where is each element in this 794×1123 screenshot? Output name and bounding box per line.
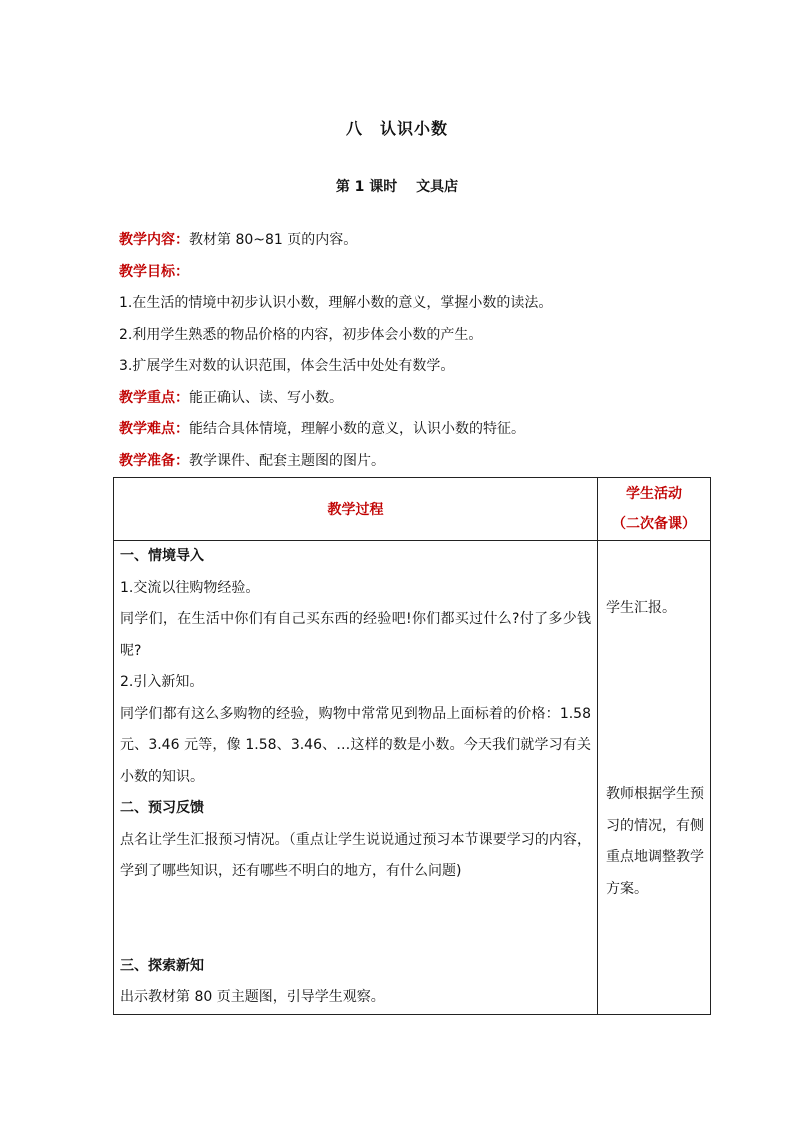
- prep-label: 教学准备：: [119, 452, 189, 469]
- difficulty-text: 能结合具体情境，理解小数的意义，认识小数的特征。: [189, 421, 525, 437]
- goals-label: 教学目标：: [119, 263, 189, 280]
- section-3-title: 三、探索新知: [120, 957, 204, 974]
- lesson-plan-table: [113, 477, 711, 1015]
- header-student-activity: [598, 478, 711, 541]
- section-1-title: 一、情境导入: [120, 548, 204, 564]
- lesson-info: [119, 225, 719, 477]
- section-3-text: 出示教材第 80 页主题图，引导学生观察。: [120, 989, 385, 1005]
- section-1-item-1: 1.交流以往购物经验。: [120, 579, 260, 596]
- activity-cell: [598, 541, 711, 1015]
- goal-item: 2.利用学生熟悉的物品价格的内容，初步体会小数的产生。: [119, 326, 483, 343]
- goal-item: 3.扩展学生对数的认识范围，体会生活中处处有数学。: [119, 358, 455, 374]
- table-header-row: [114, 478, 711, 541]
- difficulty-label: 教学难点：: [119, 421, 189, 437]
- teaching-key-point: [119, 383, 719, 415]
- content-label: 教学内容：: [119, 232, 189, 248]
- section-1-item-1-text: 同学们，在生活中你们有自己买东西的经验吧!你们都买过什么?付了多少钱呢?: [120, 611, 591, 659]
- section-2-title: 二、预习反馈: [120, 800, 204, 816]
- activity-note-1: 学生汇报。: [606, 600, 676, 616]
- chapter-title: 八 认识小数: [345, 119, 448, 138]
- section-1-item-2-text: 同学们都有这么多购物的经验，购物中常常见到物品上面标着的价格：1.58 元、3.46 元等，像 1.58、3.46、…这样的数是小数。今天我们就学习有关小数的知识。: [120, 705, 591, 785]
- spacer: [120, 888, 591, 951]
- section-2-text: 点名让学生汇报预习情况。（重点让学生说说通过预习本节课要学习的内容，学到了哪些知识，还有哪些不明白的地方，有什么问题): [120, 831, 591, 879]
- table-body-row: [114, 541, 711, 1015]
- key-label: 教学重点：: [119, 389, 189, 406]
- key-text: 能正确认、读、写小数。: [189, 389, 343, 406]
- header-activity-line1: 学生活动: [626, 486, 682, 502]
- process-cell: [114, 541, 598, 1015]
- content-text: 教材第 80~81 页的内容。: [189, 232, 358, 248]
- teaching-content: [119, 225, 719, 257]
- prep-text: 教学课件、配套主题图的图片。: [189, 452, 385, 469]
- section-1-item-2: 2.引入新知。: [120, 674, 204, 690]
- lesson-title: 第 1 课时 文具店: [335, 179, 459, 195]
- teaching-difficulty: [119, 414, 719, 446]
- header-teaching-process: 教学过程: [114, 478, 598, 541]
- teaching-goals-heading: [119, 257, 719, 289]
- teaching-preparation: [119, 446, 719, 478]
- header-activity-line2: （二次备课）: [612, 516, 696, 532]
- goal-item: 1.在生活的情境中初步认识小数，理解小数的意义，掌握小数的读法。: [119, 295, 553, 311]
- activity-note-2: 教师根据学生预习的情况，有侧重点地调整教学方案。: [606, 786, 704, 897]
